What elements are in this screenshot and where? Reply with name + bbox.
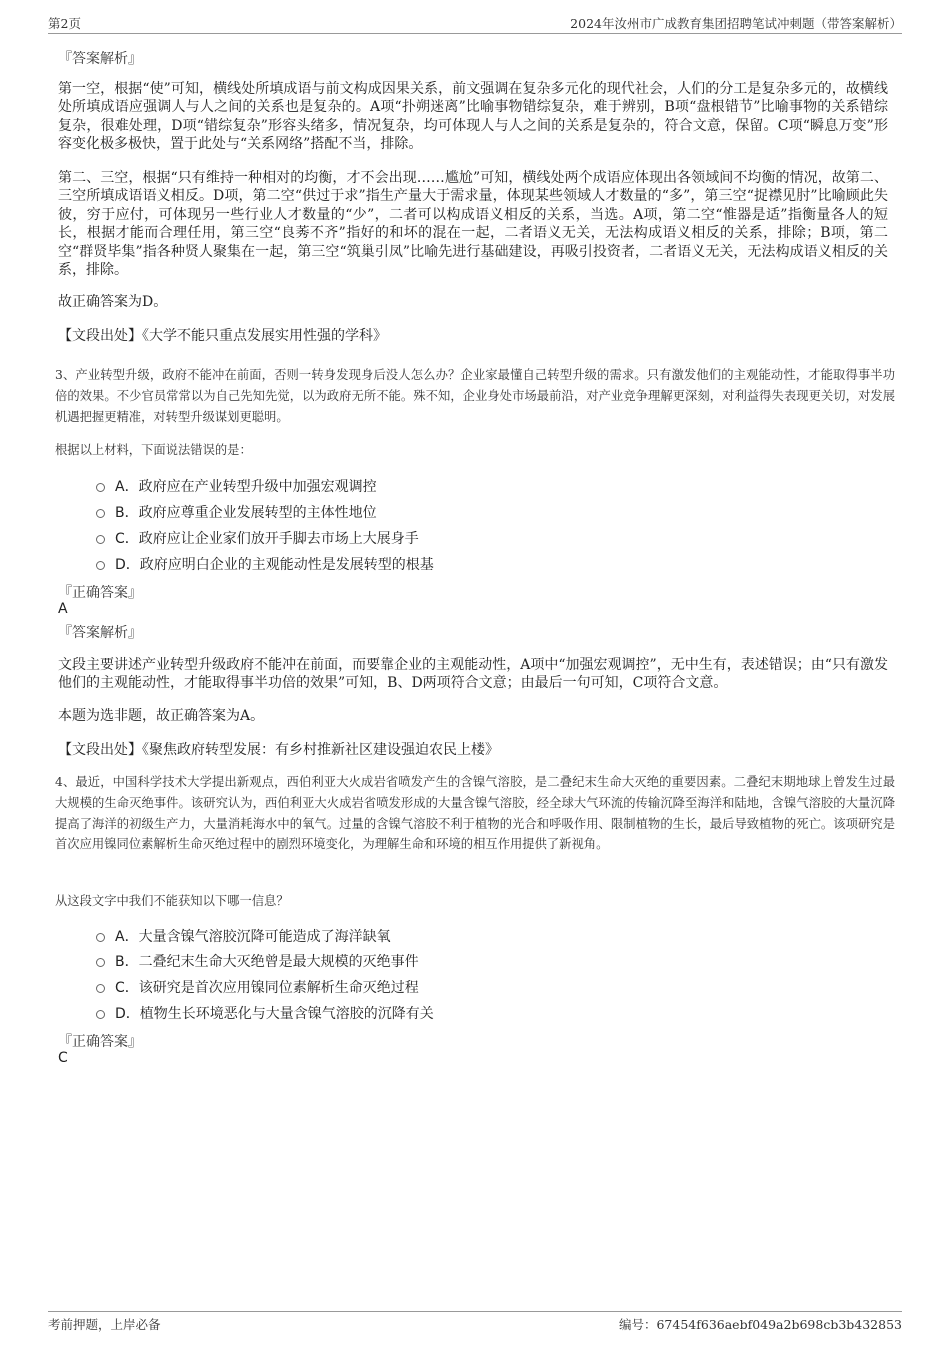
correct-answer-label: 『正确答案』 (58, 1034, 142, 1050)
conclusion: 本题为选非题，故正确答案为A。 (58, 708, 265, 724)
source-line (58, 741, 888, 759)
option-text: 政府应让企业家们放开手脚去市场上大展身手 (138, 531, 419, 547)
analysis-paragraph: 第二、三空，根据“只有维持一种相对的均衡，才不会出现……尴尬”可知，横线处两个成语应体现出各领域间不均衡的情况，故第二、三空所填成语语义相反。D项，第二空“供过于求”指生产量大于需求量，体现某些领域人才数量的“多”，第三空“捉襟见肘”比喻顾此失彼，穷于应付，可体现另一些行业人才数量的“少”，二者可以构成语义相反的关系，当选。A项，第二空“惟器是适”指衡量各人的短长，根据才能而合理任用，第三空“良莠不齐”指好的和坏的混在一起，二者语义无关，无法构成语义相反的关系，排除；B项，第二空“群贤毕集”指各种贤人聚集在一起，第三空“筑巢引凤”比喻先进行基础建设，再吸引投资者，二者语义无关，无法构成语义相反的关系，排除。 (58, 170, 888, 279)
option-text: 植物生长环境恶化与大量含镍气溶胶的沉降有关 (139, 1006, 434, 1022)
option-text: 政府应尊重企业发展转型的主体性地位 (138, 505, 377, 521)
question-stem: 3、产业转型升级，政府不能冲在前面，否则一转身发现身后没人怎么办？企业家最懂自己转型升级的需求。只有激发他们的主观能动性，才能取得事半功倍的效果。不少官员常常以为自己先知先觉，以为政府无所不能。殊不知，企业身处市场最前沿，对产业竞争理解更深刻，对利益得失表现更关切，对发展机遇把握更精准，对转型升级谋划更聪明。 (55, 368, 895, 424)
option-text: 二叠纪末生命大灭绝曾是最大规模的灭绝事件 (138, 954, 419, 970)
option-text: 政府应在产业转型升级中加强宏观调控 (138, 479, 377, 495)
option-letter: B． (115, 954, 139, 970)
source-line (58, 327, 888, 345)
option-letter: D． (115, 1006, 140, 1022)
correct-answer: A (58, 601, 68, 617)
footer-slogan: 考前押题，上岸必备 (48, 1317, 161, 1332)
page-number: 第2页 (48, 16, 81, 31)
correct-answer-label: 『正确答案』 (58, 585, 142, 601)
option-a[interactable] (96, 926, 391, 946)
option-letter: C． (115, 531, 139, 547)
conclusion: 故正确答案为D。 (58, 294, 168, 310)
option-d[interactable] (96, 1003, 434, 1023)
source-label: 【文段出处】 (58, 742, 142, 758)
option-letter: B． (115, 505, 139, 521)
option-letter: A． (115, 929, 139, 945)
correct-answer: C (58, 1050, 68, 1066)
option-letter: D． (115, 557, 140, 573)
question-prompt: 根据以上材料，下面说法错误的是： (55, 443, 252, 457)
option-c[interactable] (96, 977, 419, 997)
question-prompt: 从这段文字中我们不能获知以下哪一信息？ (55, 894, 289, 908)
source-title: 《聚焦政府转型发展：有乡村推新社区建设强迫农民上楼》 (142, 742, 499, 758)
option-b[interactable] (96, 502, 377, 522)
option-a[interactable] (96, 476, 377, 496)
radio-icon[interactable] (96, 483, 105, 492)
analysis-paragraph: 文段主要讲述产业转型升级政府不能冲在前面，而要靠企业的主观能动性，A项中“加强宏观调控”，无中生有，表述错误；由“只有激发他们的主观能动性，才能取得事半功倍的效果”可知，B、D两项符合文意；由最后一句可知，C项符合文意。 (58, 657, 888, 692)
radio-icon[interactable] (96, 958, 105, 967)
option-text: 大量含镍气溶胶沉降可能造成了海洋缺氧 (138, 929, 391, 945)
radio-icon[interactable] (96, 933, 105, 942)
page-footer (48, 1311, 902, 1333)
option-c[interactable] (96, 528, 419, 548)
option-d[interactable] (96, 554, 434, 574)
document-title: 2024年汝州市广成教育集团招聘笔试冲刺题（带答案解析） (570, 16, 902, 31)
question-stem: 4、最近，中国科学技术大学提出新观点，西伯利亚大火成岩省喷发产生的含镍气溶胶，是二叠纪末生命大灭绝的重要因素。二叠纪末期地球上曾发生过最大规模的生命灭绝事件。该研究认为，西伯利亚大火成岩省喷发形成的大量含镍气溶胶，经全球大气环流的传输沉降至海洋和陆地，含镍气溶胶的大量沉降提高了海洋的初级生产力，大量消耗海水中的氧气。过量的含镍气溶胶不利于植物的光合和呼吸作用、限制植物的生长，最后导致植物的死亡。该项研究是首次应用镍同位素解析生命灭绝过程中的剧烈环境变化，为理解生命和环境的相互作用提供了新视角。 (55, 775, 895, 852)
source-label: 【文段出处】 (58, 328, 142, 344)
radio-icon[interactable] (96, 561, 105, 570)
analysis-label: 『答案解析』 (58, 625, 142, 641)
option-text: 该研究是首次应用镍同位素解析生命灭绝过程 (138, 980, 419, 996)
source-title: 《大学不能只重点发展实用性强的学科》 (142, 328, 387, 344)
option-b[interactable] (96, 951, 419, 971)
radio-icon[interactable] (96, 509, 105, 518)
page-header (48, 14, 902, 34)
option-letter: C． (115, 980, 139, 996)
option-letter: A． (115, 479, 139, 495)
radio-icon[interactable] (96, 984, 105, 993)
analysis-label: 『答案解析』 (58, 51, 142, 67)
analysis-paragraph: 第一空，根据“使”可知，横线处所填成语与前文构成因果关系，前文强调在复杂多元化的现代社会，人们的分工是复杂多元的，故横线处所填成语应强调人与人之间的关系也是复杂的。A项“扑朔迷离”比喻事物错综复杂，难于辨别，B项“盘根错节”比喻事物的关系错综复杂，很难处理，D项“错综复杂”形容头绪多，情况复杂，均可体现人与人之间的关系是复杂的，符合文意，保留。C项“瞬息万变”形容变化极多极快，置于此处与“关系网络”搭配不当，排除。 (58, 81, 888, 153)
radio-icon[interactable] (96, 535, 105, 544)
document-code: 编号：67454f636aebf049a2b698cb3b432853 (618, 1317, 902, 1332)
option-text: 政府应明白企业的主观能动性是发展转型的根基 (139, 557, 434, 573)
radio-icon[interactable] (96, 1010, 105, 1019)
